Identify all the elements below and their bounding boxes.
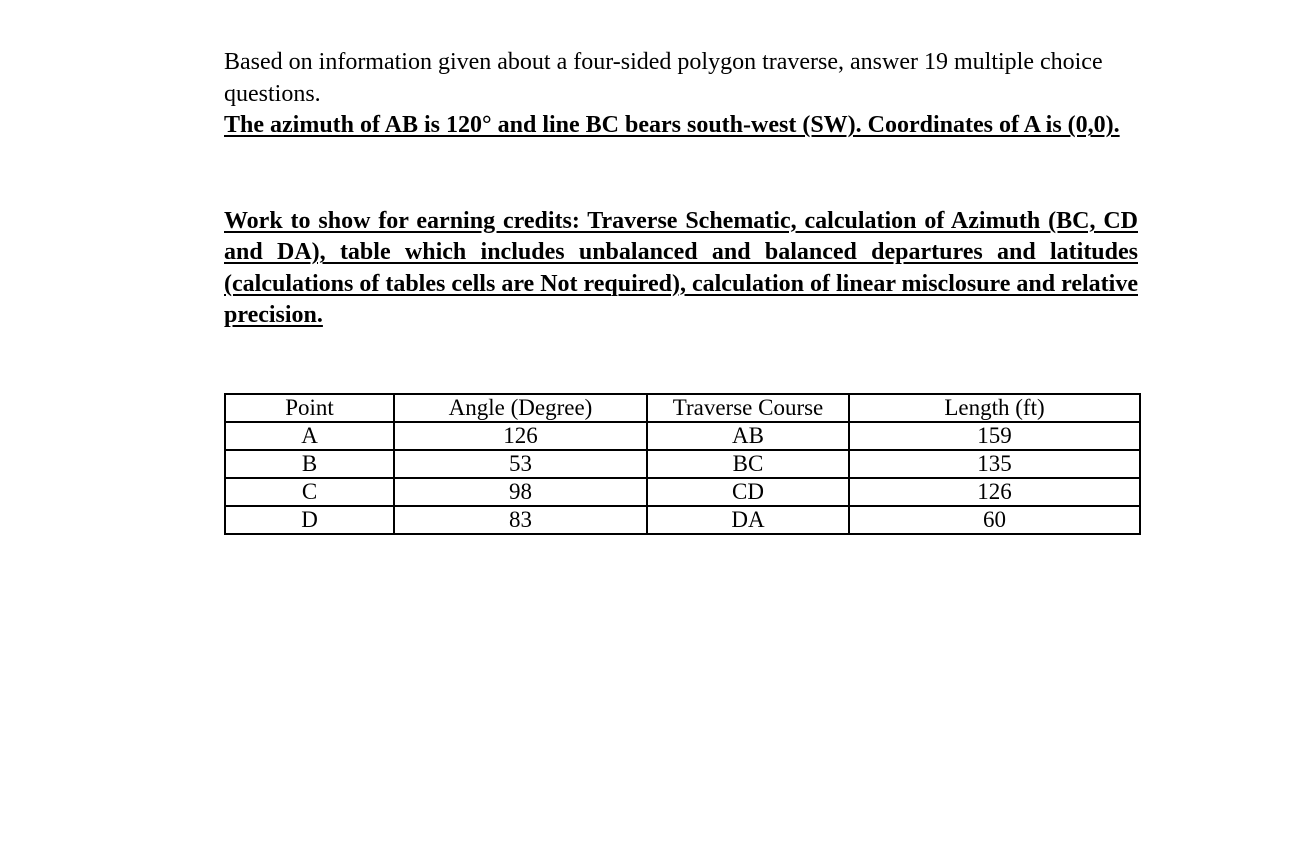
header-length: Length (ft) <box>849 394 1140 422</box>
cell-course: DA <box>647 506 849 534</box>
cell-point: B <box>225 450 394 478</box>
given-data-paragraph: The azimuth of AB is 120° and line BC bears south-west (SW). Coordinates of A is (0,0). <box>224 112 1120 138</box>
cell-angle: 126 <box>394 422 647 450</box>
cell-point: A <box>225 422 394 450</box>
header-angle: Angle (Degree) <box>394 394 647 422</box>
cell-length: 159 <box>849 422 1140 450</box>
work-requirements-paragraph: Work to show for earning credits: Traverse Schematic, calculation of Azimuth (BC, CD and DA), table which includes unbalanced and balanced departures and latitudes (calculations of tables cells are Not required), calculation of linear misclosure and relative precision. <box>224 207 1138 328</box>
cell-angle: 53 <box>394 450 647 478</box>
header-point: Point <box>225 394 394 422</box>
cell-point: C <box>225 478 394 506</box>
cell-course: CD <box>647 478 849 506</box>
cell-length: 135 <box>849 450 1140 478</box>
table-row <box>225 422 1140 450</box>
table-header-row <box>225 394 1140 422</box>
document-body <box>224 47 1138 332</box>
cell-length: 60 <box>849 506 1140 534</box>
table-row <box>225 450 1140 478</box>
cell-length: 126 <box>849 478 1140 506</box>
cell-course: BC <box>647 450 849 478</box>
cell-point: D <box>225 506 394 534</box>
intro-paragraph: Based on information given about a four-sided polygon traverse, answer 19 multiple choice questions. <box>224 49 1103 107</box>
traverse-data-table <box>224 393 1141 535</box>
header-traverse-course: Traverse Course <box>647 394 849 422</box>
cell-angle: 83 <box>394 506 647 534</box>
cell-angle: 98 <box>394 478 647 506</box>
table-row <box>225 478 1140 506</box>
table-row <box>225 506 1140 534</box>
cell-course: AB <box>647 422 849 450</box>
